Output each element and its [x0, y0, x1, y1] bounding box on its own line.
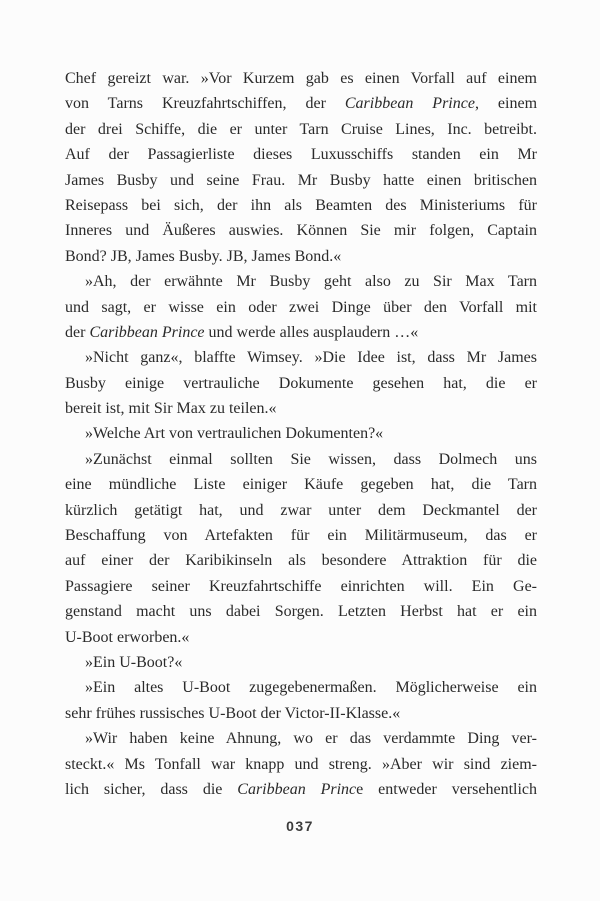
- text-run: lich sicher, dass die: [65, 780, 238, 798]
- text-run: Busby einige vertrauliche Dokumente gesehen hat, die er: [65, 374, 537, 392]
- text-run: »Ein altes U-Boot zugegebenermaßen. Möglicherweise ein: [85, 679, 537, 697]
- text-run: der drei Schiffe, die er unter Tarn Cruise Lines, Inc. betreibt.: [65, 120, 537, 138]
- text-line: [65, 117, 537, 142]
- text-line: [65, 548, 537, 573]
- text-run: sehr frühes russisches U-Boot der Victor-II-Klasse.«: [65, 704, 401, 722]
- paragraph: [65, 447, 537, 650]
- text-line: [65, 421, 537, 446]
- text-line: [65, 650, 537, 675]
- paragraph: [65, 675, 537, 726]
- text-run: »Zunächst einmal sollten Sie wissen, dass Dolmech uns: [85, 450, 537, 468]
- paragraph: [65, 650, 537, 675]
- text-line: [65, 447, 537, 472]
- text-line: [65, 625, 537, 650]
- text-run: Beschaffung von Artefakten für ein Militärmuseum, das er: [65, 527, 537, 545]
- text-run: genstand macht uns dabei Sorgen. Letzten Herbst hat er ein: [65, 603, 537, 621]
- text-line: [65, 472, 537, 497]
- text-run: der: [65, 323, 90, 341]
- text-run: bereit ist, mit Sir Max zu teilen.«: [65, 400, 277, 418]
- text-line: [65, 523, 537, 548]
- text-line: [65, 66, 537, 91]
- text-line: [65, 295, 537, 320]
- text-line: [65, 752, 537, 777]
- text-run: Passagiere seiner Kreuzfahrtschiffe einrichten will. Ein Ge-: [65, 577, 537, 595]
- text-line: [65, 777, 537, 802]
- text-run: »Nicht ganz«, blaffte Wimsey. »Die Idee ist, dass Mr James: [85, 349, 537, 367]
- text-line: [65, 193, 537, 218]
- text-run: Reisepass bei sich, der ihn als Beamten des Ministeriums für: [65, 196, 537, 214]
- text-line: [65, 142, 537, 167]
- paragraph: [65, 345, 537, 421]
- text-run: und werde alles ausplaudern …«: [204, 323, 419, 341]
- text-line: [65, 701, 537, 726]
- text-run: »Wir haben keine Ahnung, wo er das verdammte Ding ver-: [85, 730, 537, 748]
- paragraph: [65, 726, 537, 802]
- text-run: »Ah, der erwähnte Mr Busby geht also zu Sir Max Tarn: [85, 273, 537, 291]
- text-run: »Ein U-Boot?«: [85, 653, 183, 671]
- text-run: Bond? JB, James Busby. JB, James Bond.«: [65, 247, 342, 265]
- text-line: [65, 574, 537, 599]
- paragraph: [65, 269, 537, 345]
- page-number: 037: [286, 818, 314, 834]
- text-line: [65, 218, 537, 243]
- text-run: Chef gereizt war. »Vor Kurzem gab es einen Vorfall auf einem: [65, 70, 537, 87]
- text-line: [65, 599, 537, 624]
- text-line: [65, 168, 537, 193]
- paragraph: [65, 421, 537, 446]
- text-run: »Welche Art von vertraulichen Dokumenten?«: [85, 425, 384, 443]
- text-run: auf einer der Karibikinseln als besondere Attraktion für die: [65, 552, 537, 570]
- text-run: , einem: [474, 95, 537, 113]
- text-run: steckt.« Ms Tonfall war knapp und streng. »Aber wir sind ziem-: [65, 755, 537, 773]
- text-run: James Busby und seine Frau. Mr Busby hatte einen britischen: [65, 171, 537, 189]
- text-run: und sagt, er wisse ein oder zwei Dinge über den Vorfall mit: [65, 298, 537, 316]
- text-line: [65, 726, 537, 751]
- text-run: e entweder versehentlich: [356, 780, 537, 798]
- text-run: von Tarns Kreuzfahrtschiffen, der: [65, 95, 345, 113]
- text-line: [65, 244, 537, 269]
- text-line: [65, 345, 537, 370]
- paragraph: [65, 66, 537, 269]
- text-run: eine mündliche Liste einiger Käufe gegeben hat, die Tarn: [65, 476, 537, 494]
- text-line: [65, 269, 537, 294]
- italic-text-run: Caribbean Princ: [237, 780, 357, 798]
- text-line: [65, 320, 537, 345]
- text-run: Auf der Passagierliste dieses Luxusschiffs standen ein Mr: [65, 146, 537, 164]
- text-run: kürzlich getätigt hat, und zwar unter dem Deckmantel der: [65, 501, 537, 519]
- italic-text-run: Caribbean Prince: [344, 95, 475, 113]
- text-run: Inneres und Äußeres auswies. Können Sie mir folgen, Captain: [65, 222, 537, 240]
- text-line: [65, 498, 537, 523]
- page-text: [65, 66, 537, 802]
- text-line: [65, 396, 537, 421]
- text-line: [65, 91, 537, 116]
- italic-text-run: Caribbean Prince: [89, 323, 205, 341]
- text-line: [65, 371, 537, 396]
- text-run: U-Boot erworben.«: [65, 628, 190, 646]
- text-line: [65, 675, 537, 700]
